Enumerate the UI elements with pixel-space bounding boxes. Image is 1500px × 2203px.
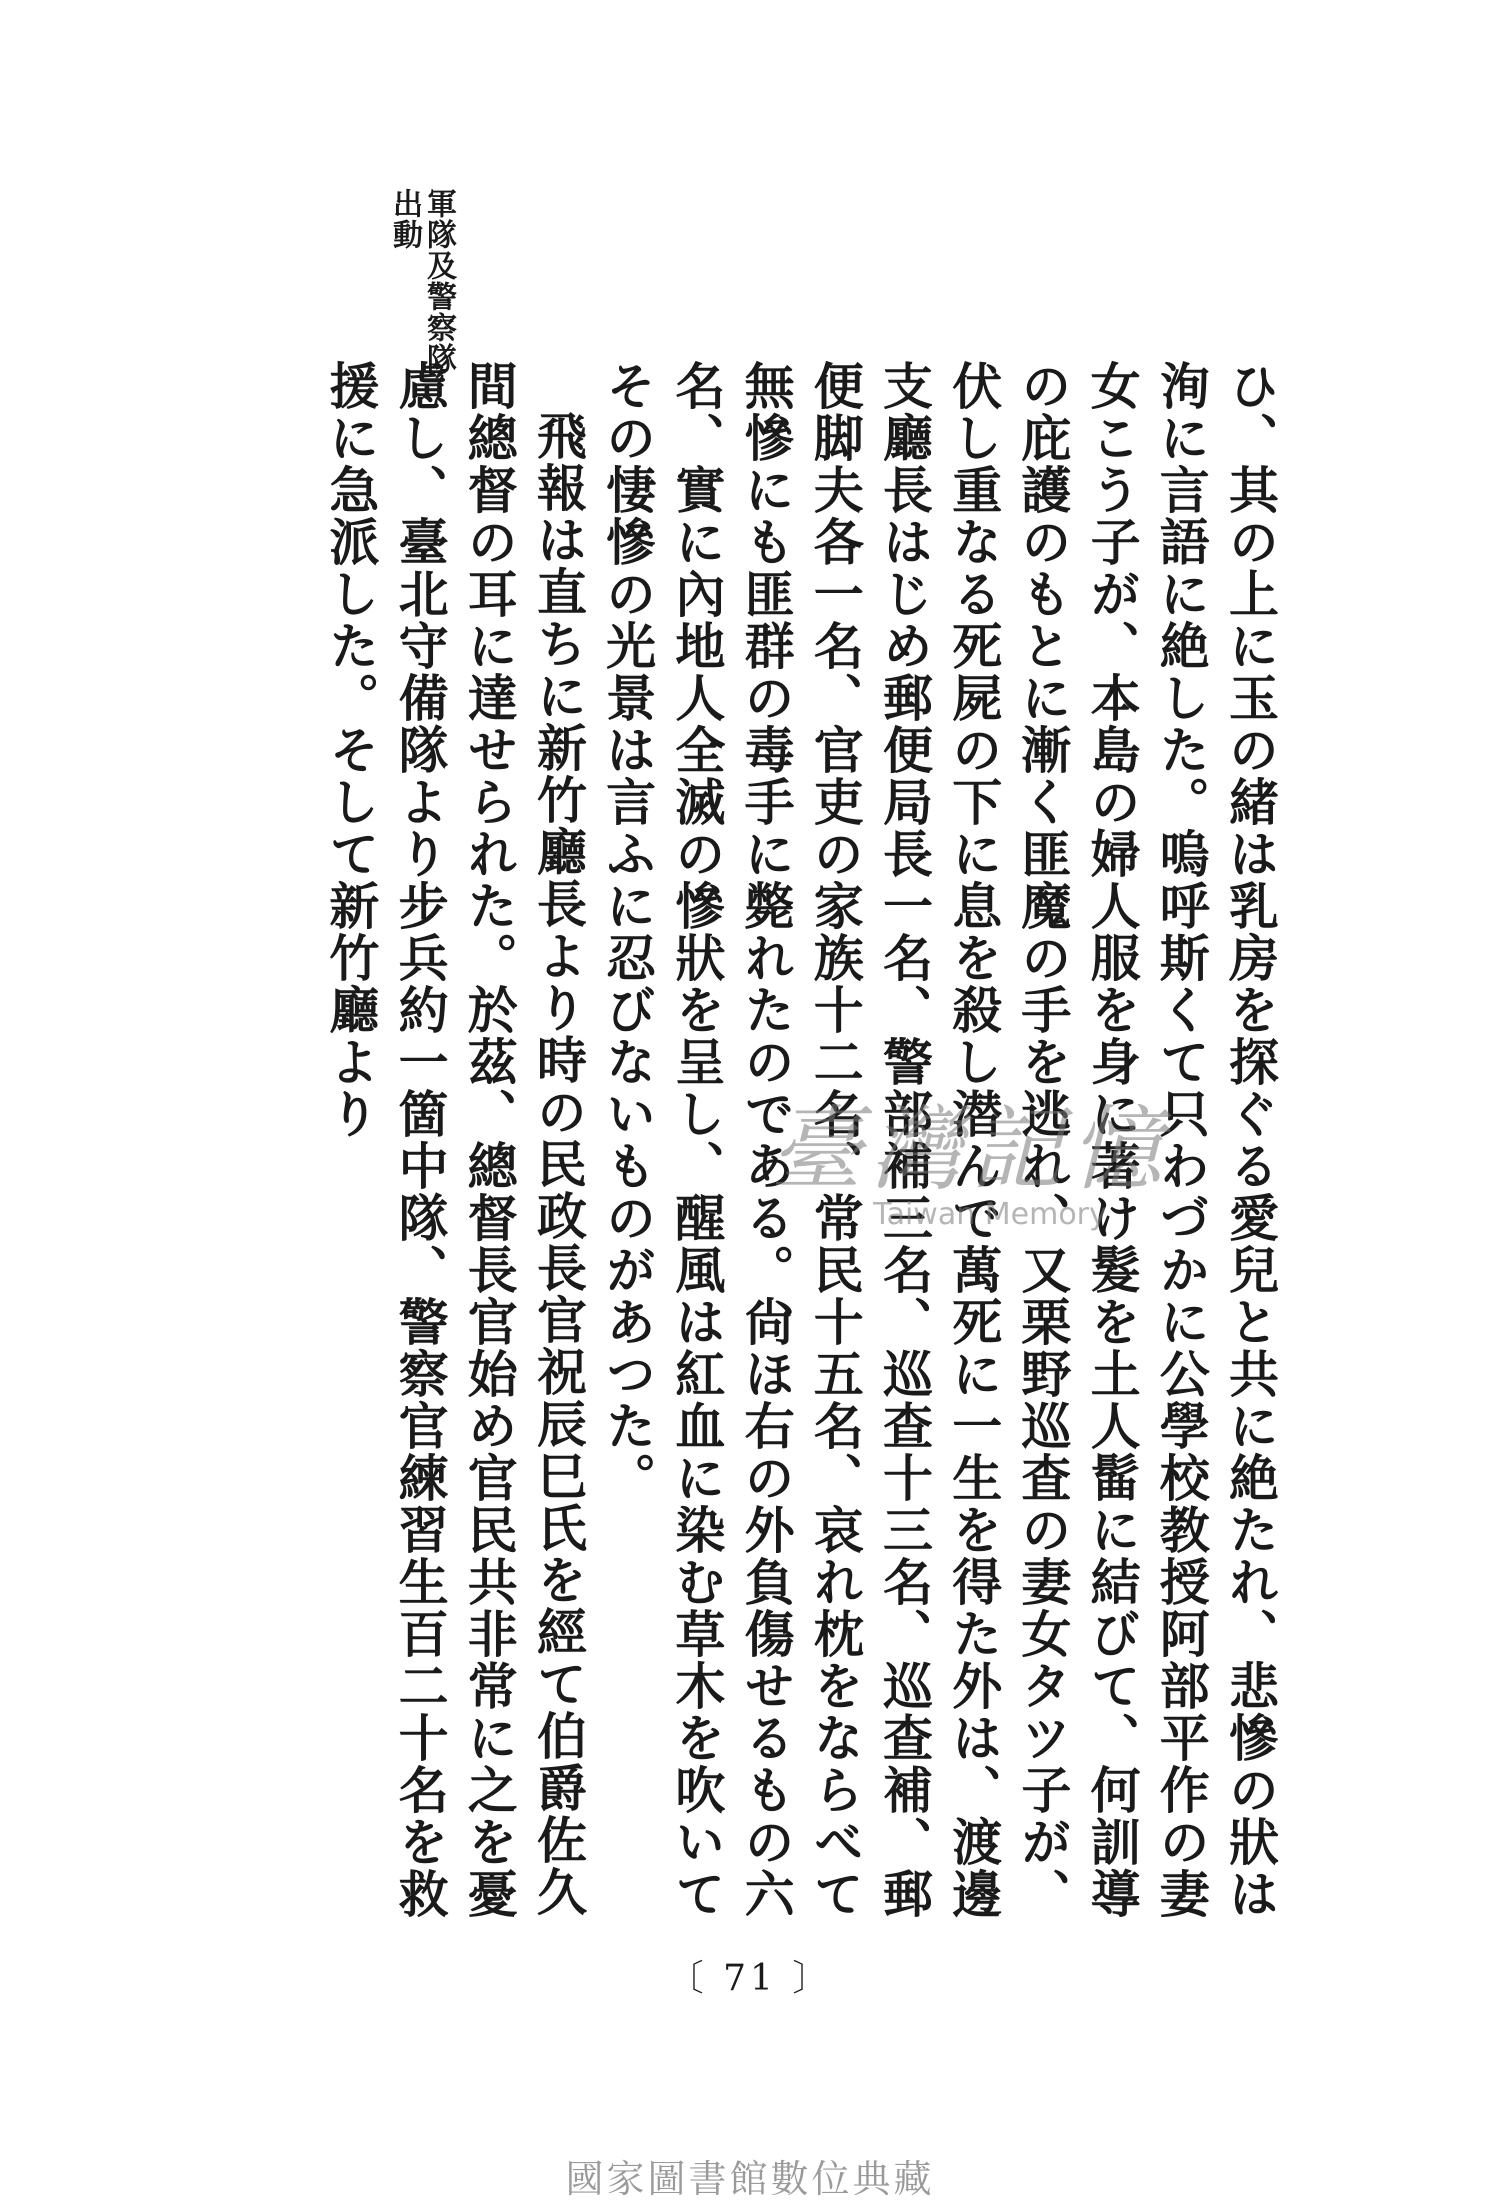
margin-note-heading: 軍隊及警察隊出動 (387, 188, 456, 374)
paragraph-2: 飛報は直ちに新竹廳長より時の民政長官祝辰巳氏を經て伯爵佐久間總督の耳に達せられた。於茲、總督長官始め官民共非常に之を憂慮し、臺北守備隊より步兵約一箇中隊、警察官練習生百二十名を救援に急派した。そして新竹廳より (321, 360, 588, 1920)
page-number: 〔 71 〕 (667, 1958, 833, 1999)
watermark-logo-text: 臺灣記憶 (769, 1096, 1170, 1203)
body-text (225, 360, 1285, 1920)
paragraph-1: ひ、其の上に玉の緒は乳房を探ぐる愛兒と共に絶たれ、悲慘の狀は洵に言語に絶した。嗚呼斯くて只わづかに公學校教授阿部平作の妻女こう子が、本島の婦人服を身に著け髮を土人髷に結びて、何訓導の庇護のもとに漸く匪魔の手を逃れ、又栗野巡査の妻女タツ子が、伏し重なる死屍の下に息を殺し潜んで萬死に一生を得た外は、渡邊支廳長はじめ郵便局長一名、警部補三名、巡查十三名、巡查補、郵便脚夫各一名、官吏の家族十二名、常民十五名、哀れ枕をならべて無慘にも匪群の毒手に斃れたのである。尙ほ右の外負傷せるもの六名、實に內地人全滅の慘狀を呈し、醒風は紅血に染む草木を吹いてその悽慘の光景は言ふに忍びないものがあつた。 (598, 360, 1280, 1920)
library-footer: 國家圖書館數位典藏 (565, 2157, 935, 2201)
watermark-subtitle: Taiwan Memory (873, 1197, 1107, 1232)
